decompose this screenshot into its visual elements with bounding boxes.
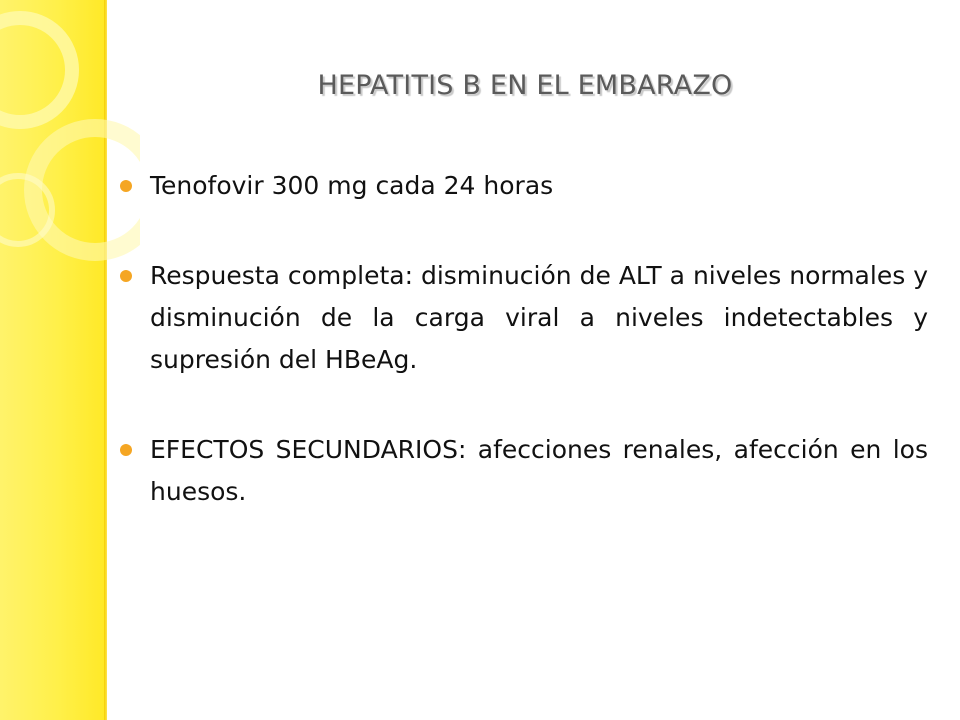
bullet-dot-icon bbox=[120, 270, 132, 282]
bullet-item bbox=[120, 165, 928, 207]
bullet-dot-icon bbox=[120, 180, 132, 192]
bullet-text: Tenofovir 300 mg cada 24 horas bbox=[150, 171, 554, 200]
bullet-text: Respuesta completa: disminución de ALT a niveles normales y disminución de la carga viral a niveles indetectables y supresión del HBeAg. bbox=[150, 261, 928, 374]
bullet-item bbox=[120, 429, 928, 513]
decorative-circles bbox=[0, 0, 140, 300]
bullet-text: EFECTOS SECUNDARIOS: afecciones renales, afección en los huesos. bbox=[150, 435, 928, 506]
slide-title: HEPATITIS B EN EL EMBARAZO bbox=[317, 70, 733, 101]
bullet-dot-icon bbox=[120, 444, 132, 456]
bullet-item bbox=[120, 255, 928, 381]
bullet-list bbox=[120, 165, 928, 561]
